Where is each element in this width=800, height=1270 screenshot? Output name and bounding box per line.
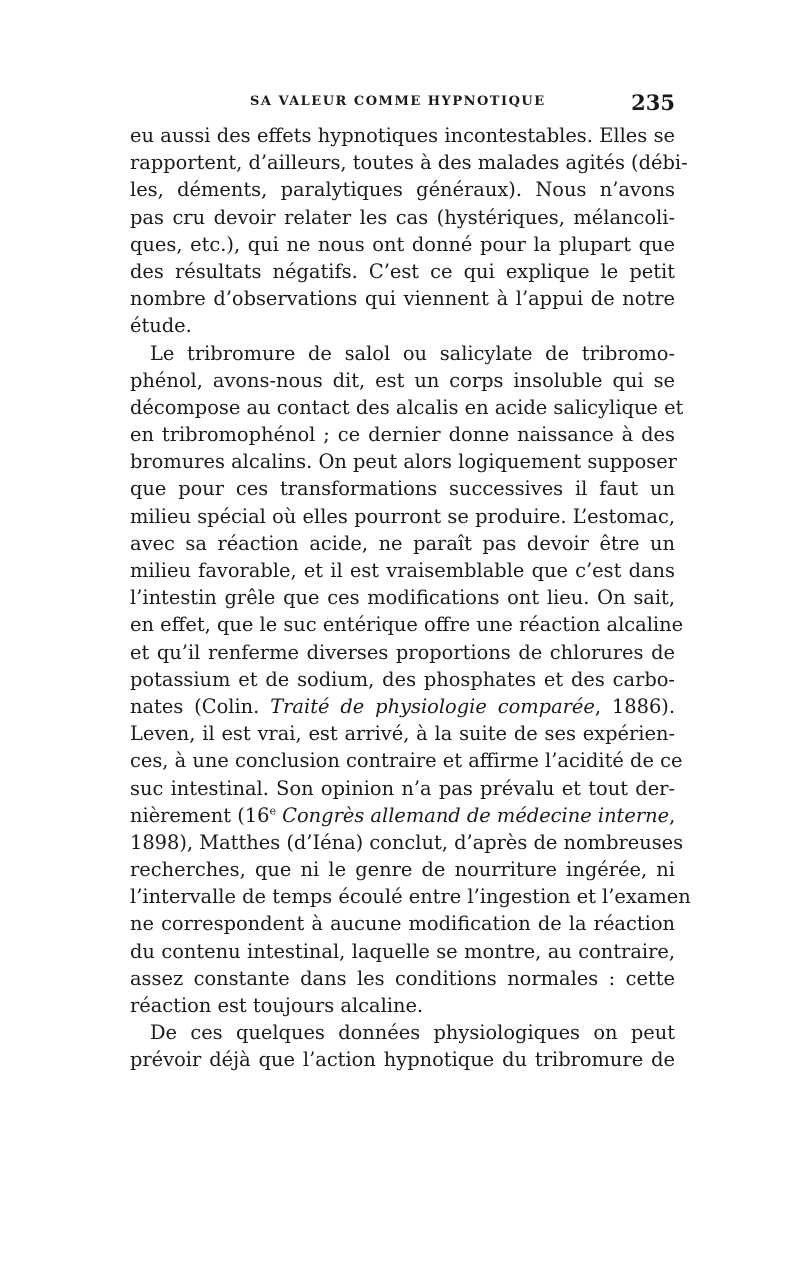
text-line: en effet, que le suc entérique offre une réaction alcaline xyxy=(130,613,684,637)
text-line: eu aussi des effets hypnotiques incontestables. Elles se xyxy=(130,124,675,147)
page-number: 235 xyxy=(631,90,675,115)
running-head xyxy=(130,90,675,120)
text-line: potassium et de sodium, des phosphates et des carbo- xyxy=(130,667,675,691)
text-line: l’intestin grêle que ces modifications ont lieu. On sait, xyxy=(130,586,675,610)
paragraph-first-line: De ces quelques données physiologiques on peut xyxy=(150,1021,675,1045)
text-line: suc intestinal. Son opinion n’a pas prévalu et tout der- xyxy=(130,776,675,800)
text-line: avec sa réaction acide, ne paraît pas devoir être un xyxy=(130,531,675,555)
text-line: des résultats négatifs. C’est ce qui explique le petit xyxy=(130,259,675,283)
text-line: réaction est toujours alcaline. xyxy=(130,994,424,1017)
text-line: milieu spécial où elles pourront se produire. L’estomac, xyxy=(130,504,675,528)
text-line: assez constante dans les conditions normales : cette xyxy=(130,966,675,990)
text-line: étude. xyxy=(130,314,192,338)
text-line: l’intervalle de temps écoulé entre l’ingestion et l’examen xyxy=(130,885,691,909)
book-title-italic: Traité de physiologie comparée xyxy=(270,694,595,718)
text-line: du contenu intestinal, laquelle se montre, au contraire, xyxy=(130,939,675,963)
text-line: Leven, il est vrai, est arrivé, à la suite de ses expérien- xyxy=(130,722,675,746)
text-line: rapportent, d’ailleurs, toutes à des malades agités (débi- xyxy=(130,151,688,175)
text-line: que pour ces transformations successives il faut un xyxy=(130,477,675,501)
text-line-with-citation xyxy=(130,802,675,829)
text-line: milieu favorable, et il est vraisemblable que c’est dans xyxy=(130,559,675,582)
text-line: et qu’il renferme diverses proportions de chlorures de xyxy=(130,640,675,664)
text-line: nombre d’observations qui viennent à l’appui de notre xyxy=(130,287,675,311)
ordinal-superscript: e xyxy=(269,804,276,818)
text-span: nates (Colin. xyxy=(130,694,271,718)
text-line: recherches, que ni le genre de nourriture ingérée, ni xyxy=(130,858,675,882)
text-line: prévoir déjà que l’action hypnotique du tribromure de xyxy=(130,1048,675,1072)
text-span: , 1886). xyxy=(594,694,676,718)
text-line-with-citation xyxy=(130,693,675,720)
body-text xyxy=(130,122,691,1074)
text-line: ne correspondent à aucune modification de la réaction xyxy=(130,912,675,936)
text-span: nièrement (16 xyxy=(130,803,270,827)
paragraph-first-line: Le tribromure de salol ou salicylate de tribromo- xyxy=(150,341,675,365)
text-line: pas cru devoir relater les cas (hystériques, mélancoli- xyxy=(130,205,675,229)
text-line: 1898), Matthes (d’Iéna) conclut, d’après de nombreuses xyxy=(130,830,684,854)
text-line: les, déments, paralytiques généraux). Nous n’avons xyxy=(130,178,675,202)
text-line: ces, à une conclusion contraire et affirme l’acidité de ce xyxy=(130,749,683,773)
text-line: ques, etc.), qui ne nous ont donné pour la plupart que xyxy=(130,232,675,256)
text-line: bromures alcalins. On peut alors logiquement supposer xyxy=(130,450,677,474)
running-title: SA VALEUR COMME HYPNOTIQUE xyxy=(250,94,546,109)
congress-title-italic: Congrès allemand de médecine interne xyxy=(282,803,670,827)
text-line: décompose au contact des alcalis en acide salicylique et xyxy=(130,395,684,419)
text-span: , xyxy=(669,803,676,827)
text-line: phénol, avons-nous dit, est un corps insoluble qui se xyxy=(130,368,675,392)
text-line: en tribromophénol ; ce dernier donne naissance à des xyxy=(130,423,675,447)
